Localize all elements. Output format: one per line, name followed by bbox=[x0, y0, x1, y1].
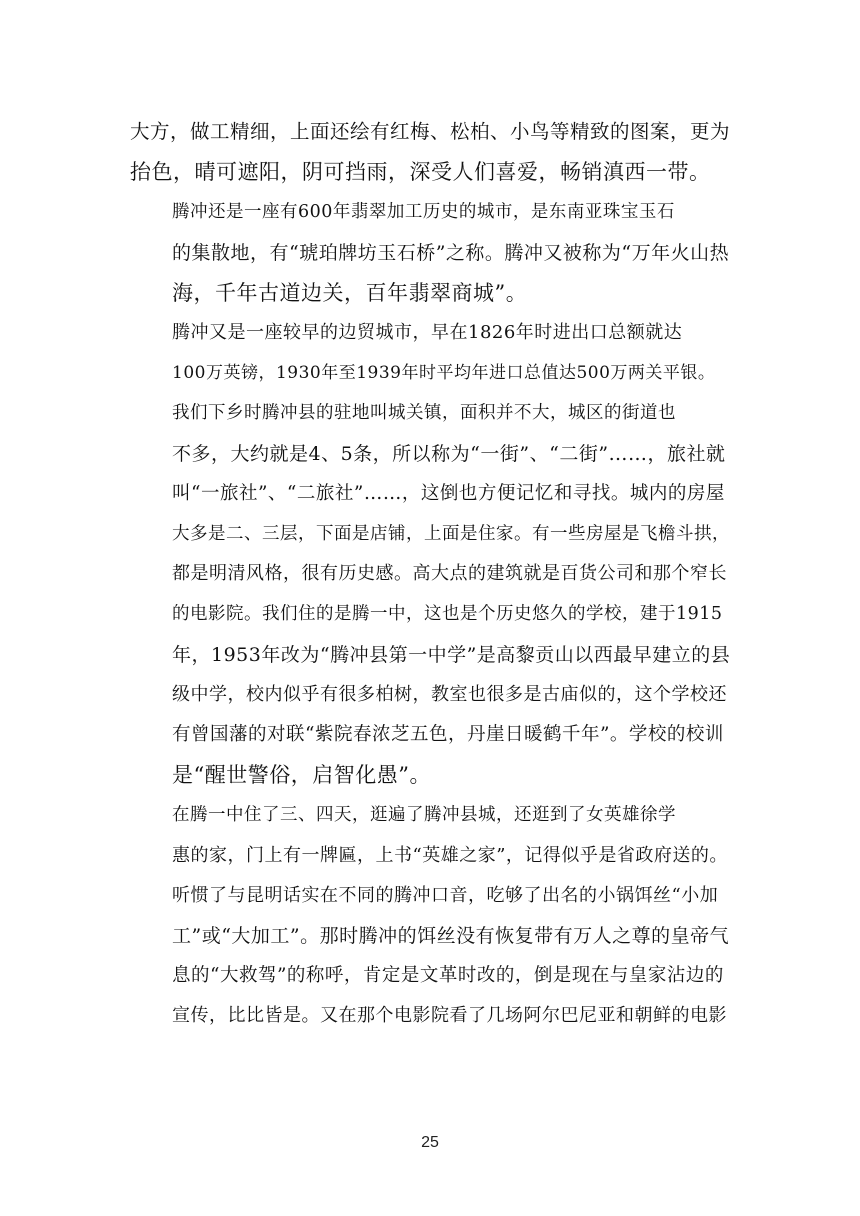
text-line: 惠的家，门上有一牌匾，上书“英雄之家”，记得似乎是省政府送的。 bbox=[172, 844, 728, 866]
text-line: 级中学，校内似乎有很多柏树，教室也很多是古庙似的，这个学校还 bbox=[172, 683, 727, 705]
text-line: 大多是二、三层，下面是店铺，上面是住家。有一些房屋是飞檐斗拱， bbox=[172, 524, 730, 545]
text-line: 都是明清风格，很有历史感。高大点的建筑就是百货公司和那个窄长 bbox=[172, 563, 727, 585]
paragraph-4 bbox=[130, 393, 730, 795]
text-line: 有曾国藩的对联“紫院春浓芝五色，丹崖日暖鹤千年”。学校的校训 bbox=[172, 724, 724, 746]
text-line: 年，1953年改为“腾冲县第一中学”是高黎贡山以西最早建立的县 bbox=[172, 643, 731, 666]
page-number: 25 bbox=[421, 1134, 439, 1151]
text-line: 海，千年古道边关，百年翡翠商城”。 bbox=[172, 280, 528, 305]
text-line: 100万英镑，1930年至1939年时平均年进口总值达500万两关平银。 bbox=[172, 363, 716, 384]
paragraph-5 bbox=[130, 795, 730, 1036]
paragraph-2 bbox=[130, 192, 730, 313]
paragraph-1 bbox=[130, 112, 730, 192]
text-line: 的集散地，有“琥珀牌坊玉石桥”之称。腾冲又被称为“万年火山热 bbox=[172, 241, 730, 264]
text-line: 是“醒世警俗，启智化愚”。 bbox=[172, 763, 431, 788]
text-line: 宣传，比比皆是。又在那个电影院看了几场阿尔巴尼亚和朝鲜的电影 bbox=[172, 1005, 727, 1027]
text-line: 腾冲又是一座较早的边贸城市，早在1826年时进出口总额就达 bbox=[172, 322, 683, 344]
text-line: 腾冲还是一座有600年翡翠加工历史的城市，是东南亚珠宝玉石 bbox=[172, 202, 675, 223]
text-line: 工”或“大加工”。那时腾冲的饵丝没有恢复带有万人之尊的皇帝气 bbox=[172, 925, 730, 948]
text-line: 大方，做工精细，上面还绘有红梅、松柏、小鸟等精致的图案，更为 bbox=[130, 120, 731, 143]
paragraph-3 bbox=[130, 313, 730, 393]
text-line: 我们下乡时腾冲县的驻地叫城关镇，面积并不大，城区的街道也 bbox=[172, 403, 676, 424]
text-line: 息的“大救驾”的称呼，肯定是文革时改的，倒是现在与皇家沾边的 bbox=[172, 965, 724, 987]
text-line: 在腾一中住了三、四天，逛遍了腾冲县城，还逛到了女英雄徐学 bbox=[172, 805, 676, 826]
text-line: 不多，大约就是4、5条，所以称为“一街”、“二街”……，旅社就 bbox=[172, 442, 726, 465]
text-line: 听惯了与昆明话实在不同的腾冲口音，吃够了出名的小锅饵丝“小加 bbox=[172, 884, 719, 906]
text-line: 的电影院。我们住的是腾一中，这也是个历史悠久的学校，建于1915 bbox=[172, 604, 723, 625]
text-line: 抬色，晴可遮阳，阴可挡雨，深受人们喜爱，畅销滇西一带。 bbox=[130, 160, 711, 185]
document-body bbox=[130, 112, 730, 1037]
text-line: 叫“一旅社”、“二旅社”……，这倒也方便记忆和寻找。城内的房屋 bbox=[172, 482, 725, 504]
